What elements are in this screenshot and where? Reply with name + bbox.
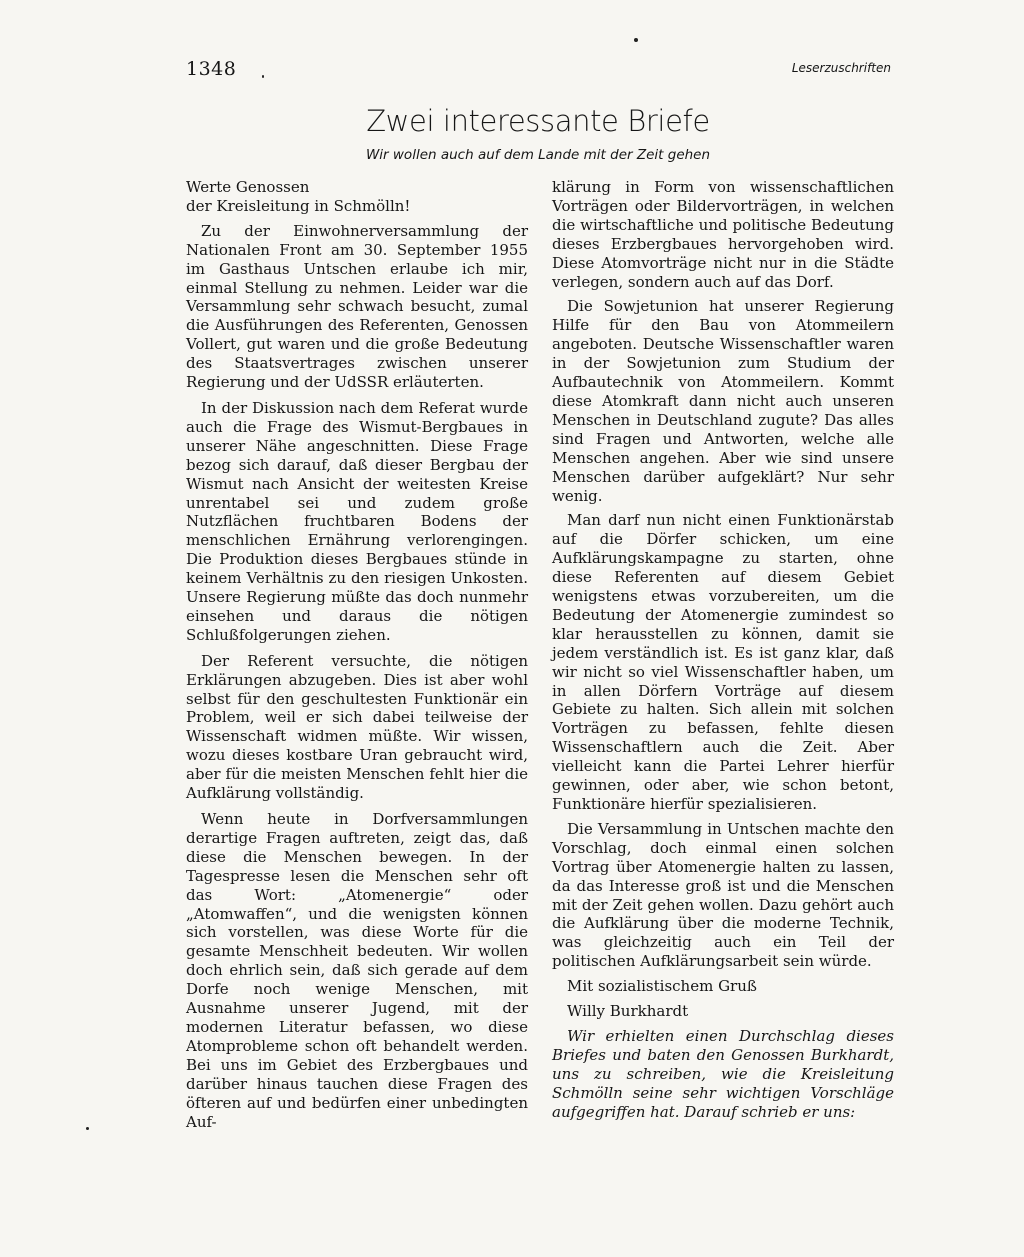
paragraph: Die Sowjetunion hat unserer Regierung Hilfe für den Bau von Atommeilern angeboten. Deutsche Wissenschaftler waren in der Sowjetunion zum Studium der Aufbautechnik von Atommeilern. Kommt diese Atomkraft dann nicht auch unseren Menschen in Deutschland zugute? Das alles sind Fragen und Antworten, welche alle Menschen angehen. Aber wie sind unsere Menschen darüber aufgeklärt? Nur sehr wenig. (552, 297, 894, 505)
salutation-line: der Kreisleitung in Schmölln! (186, 196, 411, 215)
paragraph: In der Diskussion nach dem Referat wurde auch die Frage des Wismut-Bergbaues in unserer Nähe angeschnitten. Diese Frage bezog sich darauf, daß dieser Bergbau der Wismut nach Ansicht der weitesten Kreise unrentabel sei und zudem große Nutzflächen fruchtbaren Bodens der menschlichen Ernährung verlorengingen. Die Produktion dieses Bergbaues stünde in keinem Verhältnis zu den riesigen Unkosten. Unsere Regierung müßte das doch nunmehr einsehen und daraus die nötigen Schlußfolgerungen ziehen. (186, 398, 528, 644)
article-title: Zwei interessante Briefe (366, 104, 710, 138)
paragraph: klärung in Form von wissenschaftlichen Vorträgen oder Bildervorträgen, in welchen die wirtschaftliche und politische Bedeutung dieses Erzbergbaues hervorgehoben wird. Diese Atomvorträge nicht nur in die Städte verlegen, sondern auch auf das Dorf. (552, 178, 894, 291)
ink-speck (86, 1127, 89, 1130)
paragraph: Wenn heute in Dorfversammlungen derartige Fragen auftreten, zeigt das, daß diese die Menschen bewegen. In der Tagespresse lesen die Menschen sehr oft das Wort: „Atomenergie“ oder „Atomwaffen“, und die wenigsten können sich vorstellen, was diese Worte für die gesamte Menschheit bedeuten. Wir wollen doch ehrlich sein, daß sich gerade auf dem Dorfe noch wenige Menschen, mit Ausnahme unserer Jugend, mit der modernen Literatur befassen, wo diese Atomprobleme schon oft behandelt werden. Bei uns im Gebiet des Erzbergbaues und darüber hinaus tauchen diese Fragen des öfteren auf und bedürfen einer unbedingten Auf- (186, 810, 528, 1131)
paragraph: Die Versammlung in Untschen machte den Vorschlag, doch einmal einen solchen Vortrag über Atomenergie halten zu lassen, da das Interesse groß ist und die Menschen mit der Zeit gehen wollen. Dazu gehört auch die Aufklärung über die moderne Technik, was gleichzeitig auch ein Teil der politischen Aufklärungsarbeit sein würde. (552, 819, 894, 971)
editor-note: Wir erhielten einen Durchschlag dieses Briefes und baten den Genossen Burkhardt, uns zu schreiben, wie die Kreisleitung Schmölln seine sehr wichtigen Vorschläge aufgegriffen hat. Darauf schrieb er uns: (552, 1026, 894, 1121)
paragraph: Zu der Einwohnerversammlung der Nationalen Front am 30. September 1955 im Gasthaus Untschen erlaube ich mir, einmal Stellung zu nehmen. Leider war die Versammlung sehr schwach besucht, zumal die Ausführungen des Referenten, Genossen Vollert, gut waren und die große Bedeutung des Staatsvertrages zwischen unserer Regierung und der UdSSR erläuterten. (186, 221, 528, 392)
paragraph: Der Referent versuchte, die nötigen Erklärungen abzugeben. Dies ist aber wohl selbst für den geschultesten Funktionär ein Problem, weil er sich dabei teilweise der Wissenschaft widmen müßte. Wir wissen, wozu dieses kostbare Uran gebraucht wird, aber für die meisten Menschen fehlt hier die Aufklärung vollständig. (186, 651, 528, 803)
page-number: 1348 (186, 58, 237, 80)
right-column (552, 178, 894, 1128)
salutation-line: Werte Genossen (186, 178, 310, 196)
closing-line: Mit sozialistischem Gruß (567, 977, 757, 996)
ink-speck (262, 75, 264, 78)
running-head: Leserzuschriften (791, 61, 891, 75)
article-subtitle: Wir wollen auch auf dem Lande mit der Zeit gehen (365, 147, 711, 163)
left-column (186, 178, 528, 1138)
ink-speck (634, 38, 638, 42)
signature: Willy Burkhardt (567, 1002, 689, 1021)
paragraph: Man darf nun nicht einen Funktionärstab auf die Dörfer schicken, um eine Aufklärungskampagne zu starten, ohne diese Referenten auf diesem Gebiet wenigstens etwas vorzubereiten, um die Bedeutung der Atomenergie zumindest so klar herausstellen zu können, damit sie jedem verständlich ist. Es ist ganz klar, daß wir nicht so viel Wissenschaftler haben, um in allen Dörfern Vorträge auf diesem Gebiete zu halten. Sich allein mit solchen Vorträgen zu befassen, fehlte diesen Wissenschaftlern auch die Zeit. Aber vielleicht kann die Partei Lehrer hierfür gewinnen, oder aber, wie schon betont, Funktionäre hierfür spezialisieren. (552, 511, 894, 813)
